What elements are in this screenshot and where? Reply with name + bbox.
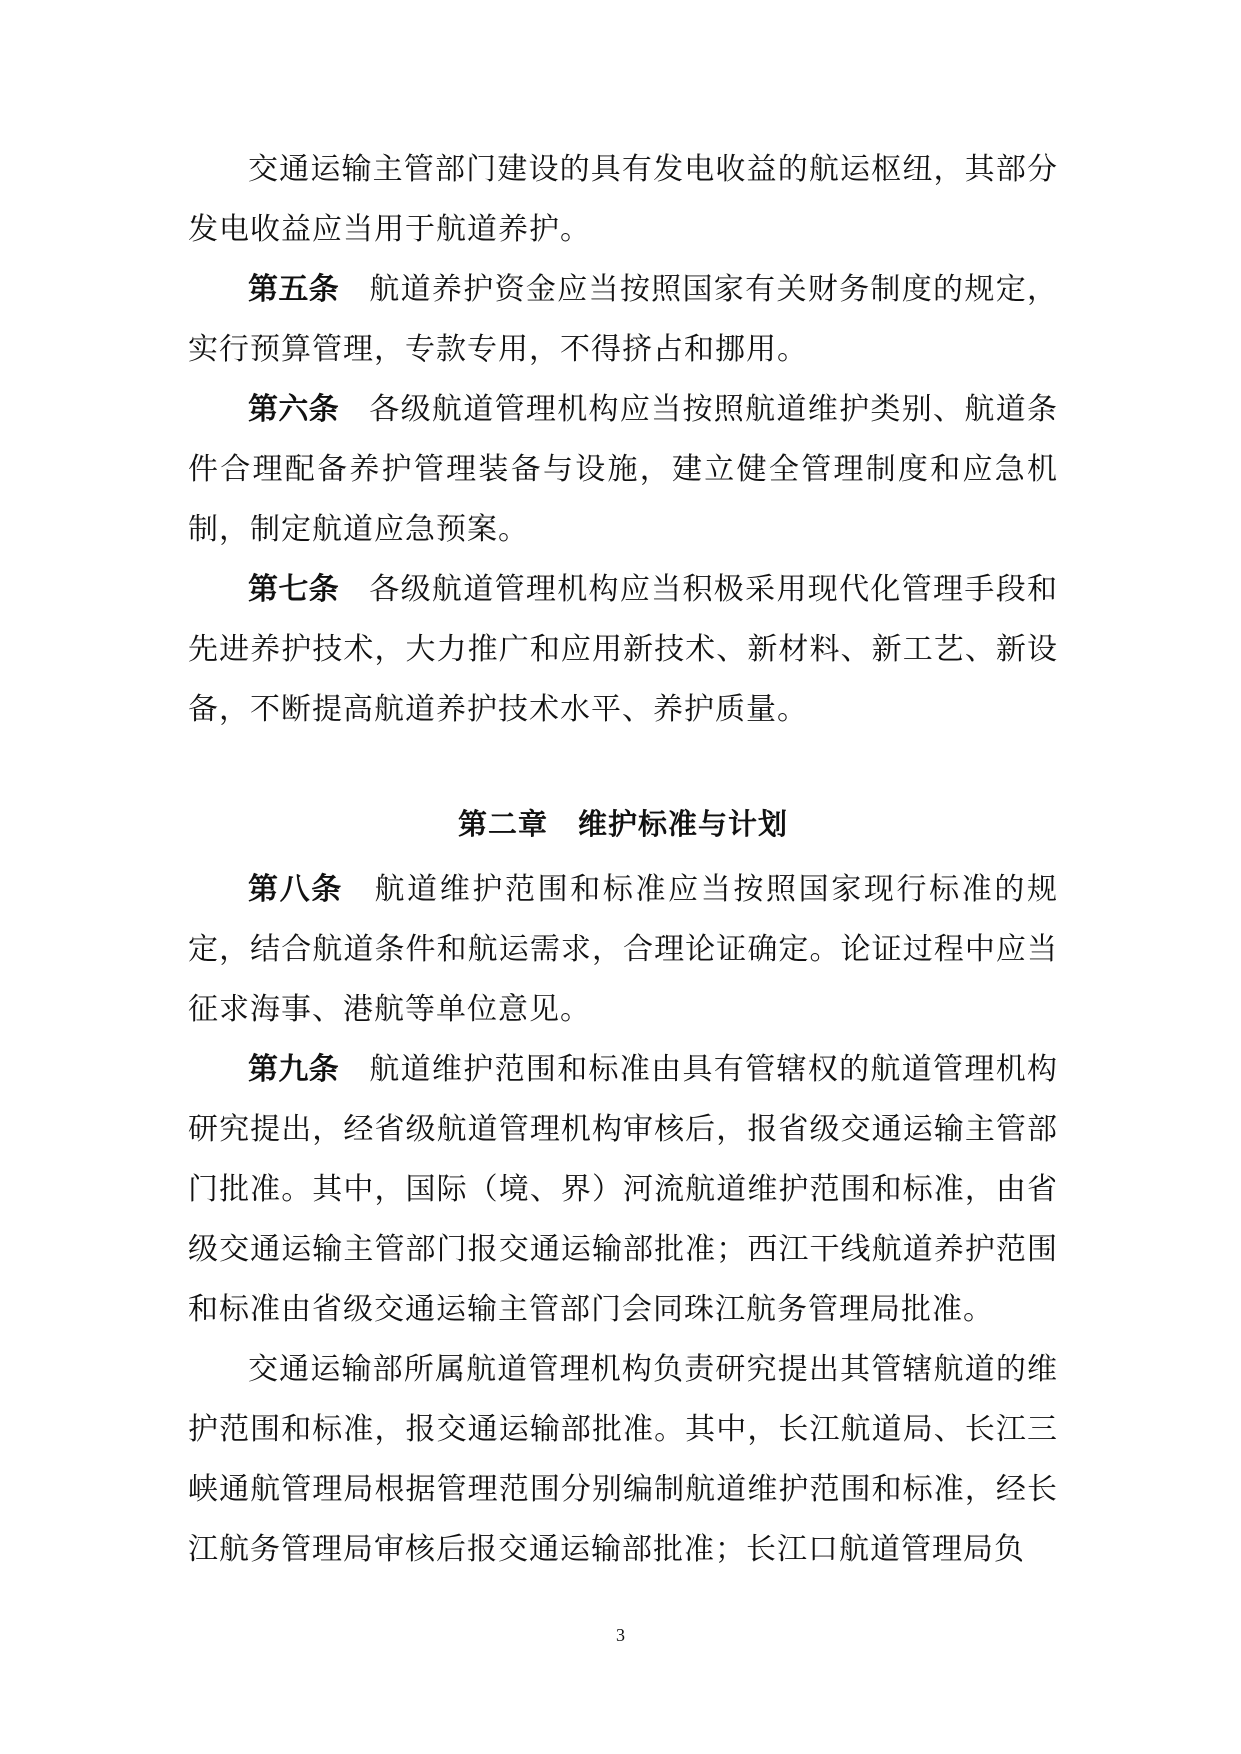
paragraph-text: 交通运输主管部门建设的具有发电收益的航运枢纽，其部分发电收益应当用于航道养护。 xyxy=(188,152,1058,247)
article-text: 航道养护资金应当按照国家有关财务制度的规定，实行预算管理，专款专用，不得挤占和挪用。 xyxy=(188,272,1059,367)
article-7-paragraph xyxy=(188,560,1058,740)
article-number: 第七条 xyxy=(248,572,339,607)
paragraph-text: 交通运输部所属航道管理机构负责研究提出其管辖航道的维护范围和标准，报交通运输部批准。其中，长江航道局、长江三峡通航管理局根据管理范围分别编制航道维护范围和标准，经长江航务管理局审核后报交通运输部批准；长江口航道管理局负 xyxy=(188,1352,1058,1567)
article-text: 航道维护范围和标准应当按照国家现行标准的规定，结合航道条件和航运需求，合理论证确定。论证过程中应当征求海事、港航等单位意见。 xyxy=(188,872,1058,1027)
article-number: 第八条 xyxy=(248,872,343,907)
article-text: 航道维护范围和标准由具有管辖权的航道管理机构研究提出，经省级航道管理机构审核后，报省级交通运输主管部门批准。其中，国际（境、界）河流航道维护范围和标准，由省级交通运输主管部门报交通运输部批准；西江干线航道养护范围和标准由省级交通运输主管部门会同珠江航务管理局批准。 xyxy=(188,1052,1059,1327)
chapter-heading xyxy=(188,788,1058,860)
document-body xyxy=(188,140,1058,1580)
article-5-paragraph xyxy=(188,260,1058,380)
article-8-paragraph xyxy=(188,860,1058,1040)
chapter-number: 第二章 xyxy=(457,807,548,841)
article-text: 各级航道管理机构应当积极采用现代化管理手段和先进养护技术，大力推广和应用新技术、新材料、新工艺、新设备，不断提高航道养护技术水平、养护质量。 xyxy=(188,572,1059,727)
chapter-title: 维护标准与计划 xyxy=(578,807,789,841)
paragraph-plain-2 xyxy=(188,1340,1058,1580)
article-9-paragraph xyxy=(188,1040,1058,1340)
article-6-paragraph xyxy=(188,380,1058,560)
article-number: 第六条 xyxy=(248,392,339,427)
article-text: 各级航道管理机构应当按照航道维护类别、航道条件合理配备养护管理装备与设施，建立健全管理制度和应急机制，制定航道应急预案。 xyxy=(188,392,1059,547)
paragraph-plain-1 xyxy=(188,140,1058,260)
article-number: 第五条 xyxy=(248,272,339,307)
article-number: 第九条 xyxy=(248,1052,339,1087)
page-number: 3 xyxy=(616,1625,625,1645)
